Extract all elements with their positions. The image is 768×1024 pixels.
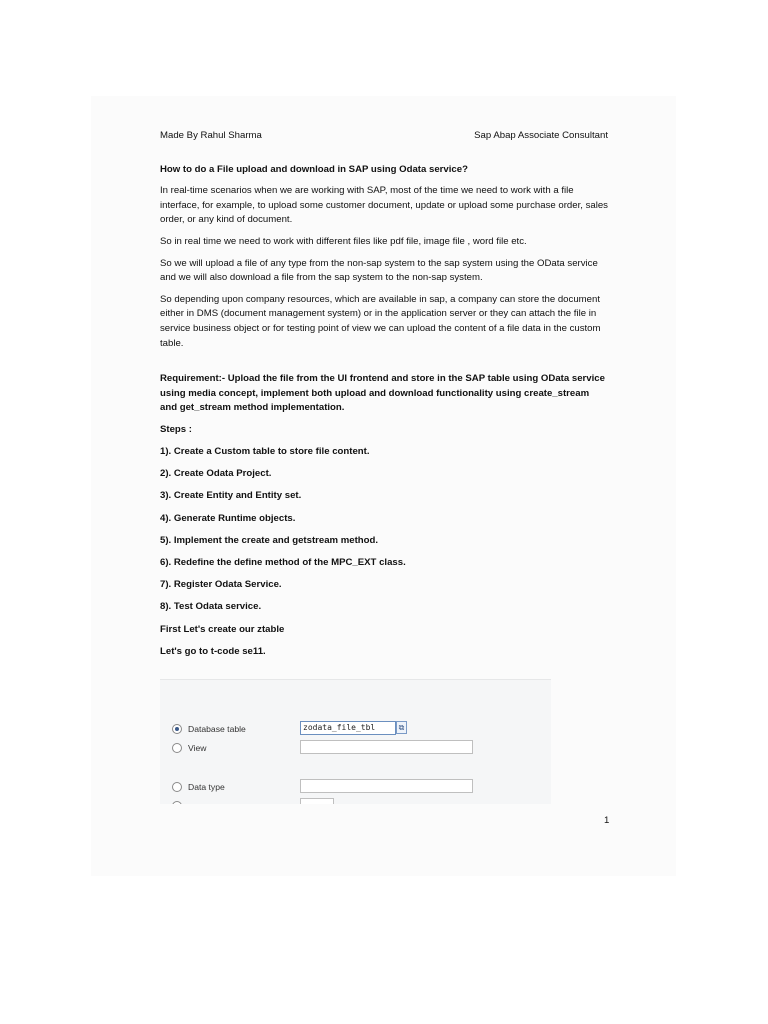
step-5: 5). Implement the create and getstream method. [160, 534, 379, 546]
closing-line-2: Let's go to t-code se11. [160, 645, 266, 657]
cutoff-input[interactable] [300, 798, 334, 804]
view-input[interactable] [300, 740, 473, 754]
page-number: 1 [604, 815, 610, 826]
radio-button[interactable] [172, 801, 182, 804]
option-label: View [188, 743, 207, 753]
option-data-type[interactable] [172, 782, 225, 792]
radio-button-selected[interactable] [172, 724, 182, 734]
page-header [160, 129, 608, 144]
requirement-text: Requirement:- Upload the file from the UI frontend and store in the SAP table using OData service using media concept, implement both upload and download functionality using create_stream and get_stream method implementation. [160, 373, 605, 414]
step-7: 7). Register Odata Service. [160, 579, 282, 591]
steps-label: Steps : [160, 423, 192, 435]
radio-button[interactable] [172, 743, 182, 753]
value-help-icon[interactable]: ⧉ [396, 721, 407, 734]
radio-button[interactable] [172, 782, 182, 792]
option-label: Database table [188, 724, 246, 734]
document-content [160, 129, 608, 667]
author-role: Sap Abap Associate Consultant [474, 130, 608, 141]
paragraph-2: So in real time we need to work with different files like pdf file, image file , word file etc. [160, 235, 527, 247]
option-database-table[interactable] [172, 724, 246, 734]
step-3: 3). Create Entity and Entity set. [160, 490, 302, 502]
closing-line-1: First Let's create our ztable [160, 623, 285, 635]
data-type-input[interactable] [300, 779, 473, 793]
option-view[interactable] [172, 743, 206, 753]
document-title: How to do a File upload and download in SAP using Odata service? [160, 163, 468, 175]
option-cutoff[interactable] [172, 801, 188, 804]
step-4: 4). Generate Runtime objects. [160, 512, 296, 524]
step-1: 1). Create a Custom table to store file content. [160, 446, 370, 458]
step-2: 2). Create Odata Project. [160, 468, 272, 480]
paragraph-3: So we will upload a file of any type from the non-sap system to the sap system using the OData service and we will also download a file from the sap system to the non-sap system. [160, 257, 598, 284]
option-label: Data type [188, 782, 225, 792]
paragraph-4: So depending upon company resources, which are available in sap, a company can store the document either in DMS (document management system) or in the application server or they can attach the file in service business object or for testing point of view we can upload the content of a file data in the custom table. [160, 293, 601, 349]
author-name: Made By Rahul Sharma [160, 130, 262, 141]
step-8: 8). Test Odata service. [160, 601, 262, 613]
step-6: 6). Redefine the define method of the MPC_EXT class. [160, 557, 406, 569]
database-table-input[interactable]: zodata_file_tbl [300, 721, 396, 735]
paragraph-1: In real-time scenarios when we are working with SAP, most of the time we need to work with a file interface, for example, to upload some customer document, update or upload some purchase order, sales order, or any kind of document. [160, 185, 608, 226]
sap-se11-screenshot [160, 679, 551, 804]
